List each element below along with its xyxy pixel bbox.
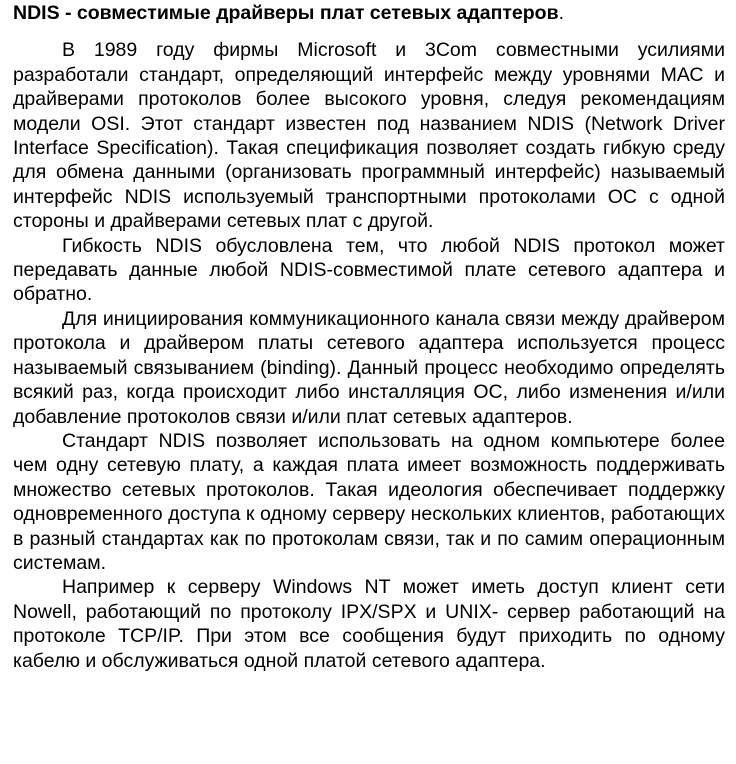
- document-title-period: .: [558, 2, 565, 24]
- document-page: [13, 1, 725, 673]
- document-title-bold: NDIS - совместимые драйверы плат сетевых адаптеров: [13, 2, 559, 24]
- paragraph-5: Например к серверу Windows NT может иметь доступ клиент сети Nowell, работающий по протоколу IPX/SPX и UNIX- сервер работающий на протоколе TCP/IP. При этом все сообщения будут приходить по одному кабелю и обслуживаться одной платой сетевого адаптера.: [13, 576, 725, 672]
- paragraph-3: Для инициирования коммуникационного канала связи между драйвером протокола и драйвером платы сетевого адаптера используется процесс называемый связыванием (binding). Данный процесс необходимо определять всякий раз, когда происходит либо инсталляция ОС, либо изменения и/или добавление протоколов связи и/или плат сетевых адаптеров.: [13, 307, 725, 428]
- paragraph-4: Стандарт NDIS позволяет использовать на одном компьютере более чем одну сетевую плату, а каждая плата имеет возможность поддерживать множество сетевых протоколов. Такая идеология обеспечивает поддержку одновременного доступа к одному серверу нескольких клиентов, работающих в разный стандартах как по протоколам связи, так и по самим операционным системам.: [13, 429, 725, 574]
- document-title: [13, 1, 725, 25]
- paragraph-1: В 1989 году фирмы Microsoft и 3Com совместными усилиями разработали стандарт, определяющий интерфейс между уровнями МАС и драйверами протоколов более высокого уровня, следуя рекомендациям модели OSI. Этот стандарт известен под названием NDIS (Network Driver Interface Specification). Такая спецификация позволяет создать гибкую среду для обмена данными (организовать программный интерфейс) называемый интерфейс NDIS используемый транспортными протоколами ОС с одной стороны и драйверами сетевых плат с другой.: [13, 39, 725, 233]
- paragraph-2: Гибкость NDIS обусловлена тем, что любой NDIS протокол может передавать данные любой NDIS-совместимой плате сетевого адаптера и обратно.: [13, 234, 725, 306]
